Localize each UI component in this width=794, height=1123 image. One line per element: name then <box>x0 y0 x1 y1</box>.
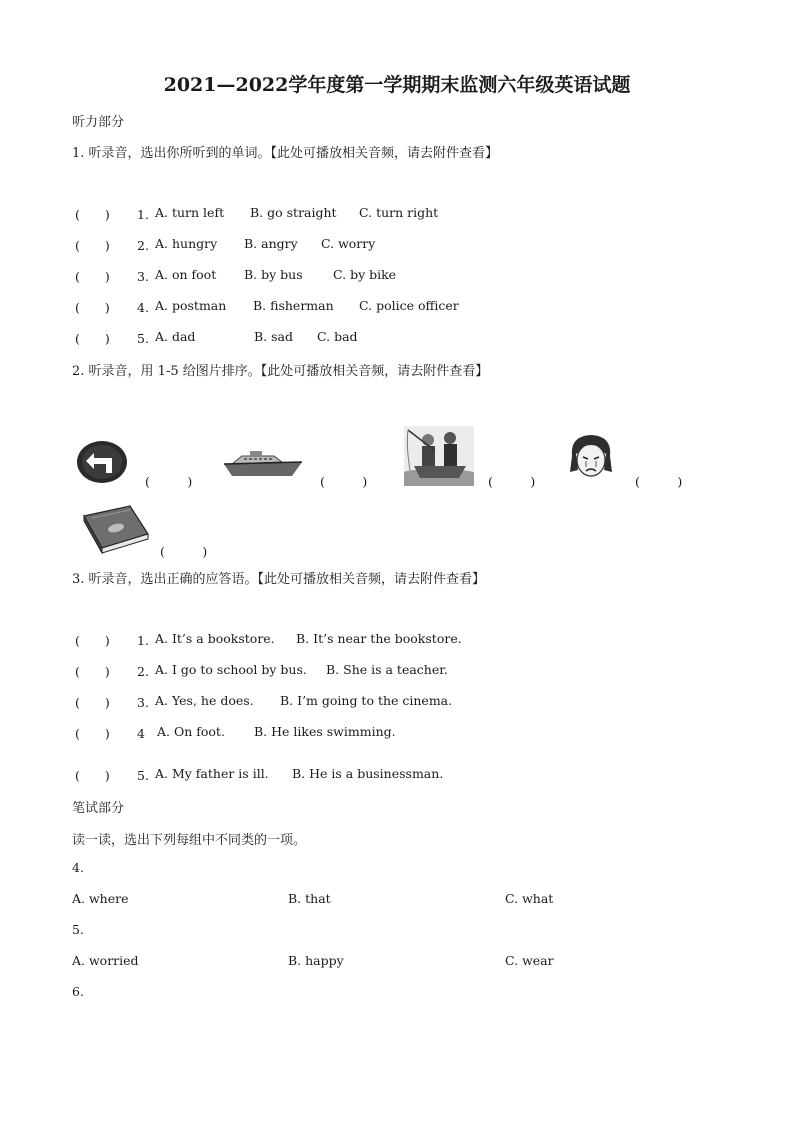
option-b: B. angry <box>244 236 298 251</box>
picture-order-blank-5[interactable]: ( ) <box>160 544 208 559</box>
q2-instruction: 2. 听录音，用 1-5 给图片排序。【此处可播放相关音频，请去附件查看】 <box>72 364 489 379</box>
q5-option-a[interactable]: A. worried <box>72 953 139 968</box>
q4-option-b[interactable]: B. that <box>288 891 331 906</box>
option-a: A. hungry <box>155 236 218 251</box>
option-a: A. on foot <box>155 267 217 282</box>
list-item <box>75 724 145 742</box>
written-part-heading: 笔试部分 <box>72 801 125 816</box>
q4-option-c[interactable]: C. what <box>505 891 554 906</box>
book-icon <box>80 504 150 558</box>
item-number: 4. <box>137 300 149 315</box>
ship-icon <box>222 448 304 482</box>
answer-blank[interactable]: ( ) <box>75 269 110 284</box>
option-a: A. It’s a bookstore. <box>155 631 275 646</box>
option-b: B. It’s near the bookstore. <box>296 631 462 646</box>
answer-blank[interactable]: ( ) <box>75 664 110 679</box>
turn-left-sign-icon <box>76 440 128 488</box>
picture-order-blank-2[interactable]: ( ) <box>320 474 368 489</box>
list-item <box>75 298 149 316</box>
item-number: 1. <box>137 207 149 222</box>
page-title: 2021—2022学年度第一学期期末监测六年级英语试题 <box>163 74 631 96</box>
item-number: 3. <box>137 269 149 284</box>
listening-part-heading: 听力部分 <box>72 115 125 130</box>
option-c: C. police officer <box>359 298 459 313</box>
option-c: C. worry <box>321 236 376 251</box>
list-item <box>75 693 149 711</box>
item-number: 4 <box>137 726 145 741</box>
sad-girl-icon <box>566 432 616 486</box>
answer-blank[interactable]: ( ) <box>75 331 110 346</box>
option-a: A. dad <box>155 329 196 344</box>
q5-option-c[interactable]: C. wear <box>505 953 554 968</box>
list-item <box>75 205 149 223</box>
q3-instruction: 3. 听录音，选出正确的应答语。【此处可播放相关音频，请去附件查看】 <box>72 572 486 587</box>
list-item <box>75 329 149 347</box>
answer-blank[interactable]: ( ) <box>75 726 110 741</box>
list-item <box>75 236 149 254</box>
q4-number: 4. <box>72 860 84 875</box>
fishermen-boat-icon <box>404 426 474 490</box>
option-b: B. He is a businessman. <box>292 766 444 781</box>
item-number: 5. <box>137 331 149 346</box>
list-item <box>75 267 149 285</box>
option-b: B. I’m going to the cinema. <box>280 693 453 708</box>
option-a: A. turn left <box>155 205 225 220</box>
answer-blank[interactable]: ( ) <box>75 300 110 315</box>
list-item <box>75 766 149 784</box>
answer-blank[interactable]: ( ) <box>75 633 110 648</box>
item-number: 2. <box>137 238 149 253</box>
option-a: A. My father is ill. <box>155 766 269 781</box>
option-b: B. go straight <box>250 205 337 220</box>
q5-option-b[interactable]: B. happy <box>288 953 344 968</box>
answer-blank[interactable]: ( ) <box>75 238 110 253</box>
option-a: A. On foot. <box>157 724 225 739</box>
item-number: 3. <box>137 695 149 710</box>
option-b: B. fisherman <box>253 298 334 313</box>
answer-blank[interactable]: ( ) <box>75 695 110 710</box>
option-a: A. I go to school by bus. <box>155 662 307 677</box>
picture-order-blank-4[interactable]: ( ) <box>635 474 683 489</box>
option-c: C. bad <box>317 329 358 344</box>
read-instruction: 读一读，选出下列每组中不同类的一项。 <box>72 833 307 848</box>
picture-order-blank-1[interactable]: ( ) <box>145 474 193 489</box>
option-a: A. postman <box>155 298 227 313</box>
answer-blank[interactable]: ( ) <box>75 768 110 783</box>
option-b: B. She is a teacher. <box>326 662 448 677</box>
option-b: B. He likes swimming. <box>254 724 396 739</box>
option-c: C. by bike <box>333 267 397 282</box>
picture-order-blank-3[interactable]: ( ) <box>488 474 536 489</box>
q1-instruction: 1. 听录音，选出你所听到的单词。【此处可播放相关音频，请去附件查看】 <box>72 146 499 161</box>
q4-option-a[interactable]: A. where <box>72 891 129 906</box>
q5-number: 5. <box>72 922 84 937</box>
option-c: C. turn right <box>359 205 439 220</box>
item-number: 5. <box>137 768 149 783</box>
item-number: 1. <box>137 633 149 648</box>
option-b: B. by bus <box>244 267 303 282</box>
option-a: A. Yes, he does. <box>155 693 254 708</box>
option-b: B. sad <box>254 329 294 344</box>
list-item <box>75 631 149 649</box>
answer-blank[interactable]: ( ) <box>75 207 110 222</box>
item-number: 2. <box>137 664 149 679</box>
q6-number: 6. <box>72 984 84 999</box>
list-item <box>75 662 149 680</box>
